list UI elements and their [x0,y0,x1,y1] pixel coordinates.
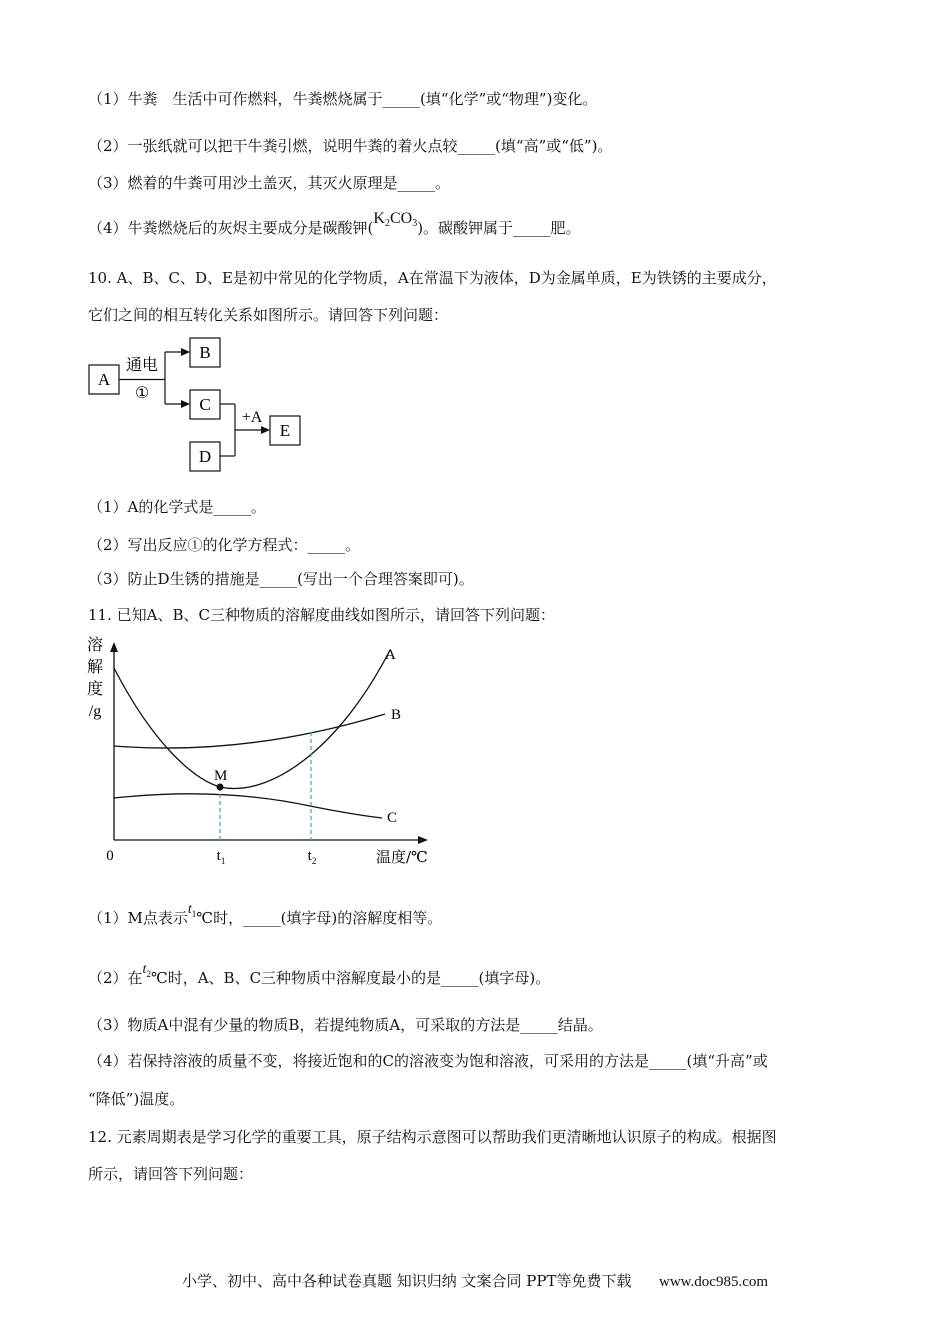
problem-11-stem: 11. 已知A、B、C三种物质的溶解度曲线如图所示，请回答下列问题： [88,606,555,624]
problem-10-q3: （3）防止D生锈的措施是_____(写出一个合理答案即可)。 [88,570,474,588]
problem-12-stem-line1: 12. 元素周期表是学习化学的重要工具，原子结构示意图可以帮助我们更清晰地认识原子的构成。根据图 [88,1128,777,1146]
problem-11-q4-line2: “降低”)温度。 [88,1090,185,1108]
x-axis-label: 温度/℃ [376,848,428,866]
question-9-4-before: （4）牛粪燃烧后的灰烬主要成分是碳酸钾( [88,219,374,237]
solubility-chart [80,628,440,873]
question-9-2: （2）一张纸就可以把干牛粪引燃，说明牛粪的着火点较_____(填“高”或“低”)。 [88,137,613,155]
tick-t2: $t_2$ [307,848,317,866]
y-axis-arrow [110,642,118,652]
series-c-label: C [387,810,398,826]
footer-url[interactable]: www.doc985.com [659,1274,769,1290]
series-a-label: A [385,647,396,663]
problem-11-q1: （1）M点表示$t_1℃$时，_____(填字母)的溶解度相等。 [88,902,443,927]
reaction-diagram [80,330,320,480]
label-b: B [199,343,211,362]
question-9-1: （1）牛粪 生活中可作燃料，牛粪燃烧属于_____(填“化学”或“物理”)变化。 [88,90,598,108]
y-label-1: 溶 [86,635,104,654]
x-axis-arrow [418,836,428,844]
label-d: D [198,447,212,466]
question-9-3: （3）燃着的牛粪可用沙土盖灭，其灭火原理是_____。 [88,174,451,192]
problem-11-q2: （2）在$t_2℃$时，A、B、C三种物质中溶解度最小的是_____(填字母)。 [88,962,551,987]
point-m [217,784,224,791]
problem-10-stem-line2: 它们之间的相互转化关系如图所示。请回答下列问题： [88,306,449,324]
problem-11-q4-line1: （4）若保持溶液的质量不变，将接近饱和的C的溶液变为饱和溶液，可采用的方法是_____(填“升高”或 [88,1052,768,1070]
footer-text: 小学、初中、高中各种试卷真题 知识归纳 文案合同 PPT等免费下载 [181,1272,632,1290]
step-label: ① [134,383,150,402]
tick-t1: $t_1$ [216,848,226,866]
problem-10-q1: （1）A的化学式是_____。 [88,498,266,516]
problem-11-q3: （3）物质A中混有少量的物质B，若提纯物质A，可采取的方法是_____结晶。 [88,1016,603,1034]
series-b-label: B [391,707,402,723]
origin-label: 0 [106,848,114,864]
y-label-4: /g [88,703,102,720]
question-9-4 [88,210,581,244]
page-footer [0,1270,950,1291]
label-e: E [279,421,291,440]
condition-label: 通电 [125,355,159,374]
y-label-3: 度 [86,679,104,698]
y-label-2: 解 [86,657,104,676]
label-c: C [199,395,211,414]
point-m-label: M [214,768,228,784]
curve-c [114,794,382,818]
reagent-label: +A [241,409,263,426]
t1-symbol: $t_1$ [187,902,197,919]
formula-k2co3: $K_2CO_3$ [373,210,418,229]
question-9-4-after: )。碳酸钾属于_____肥。 [417,219,581,237]
label-a: A [97,370,111,389]
problem-12-stem-line2: 所示，请回答下列问题： [88,1165,254,1183]
problem-10-q2: （2）写出反应①的化学方程式：_____。 [88,536,361,554]
problem-10-stem-line1: 10. A、B、C、D、E是初中常见的化学物质，A在常温下为液体，D为金属单质，E为铁锈的主要成分， [88,269,777,287]
t2-symbol: $t_2$ [142,962,151,979]
curve-a [114,650,390,788]
curve-b [114,714,385,748]
